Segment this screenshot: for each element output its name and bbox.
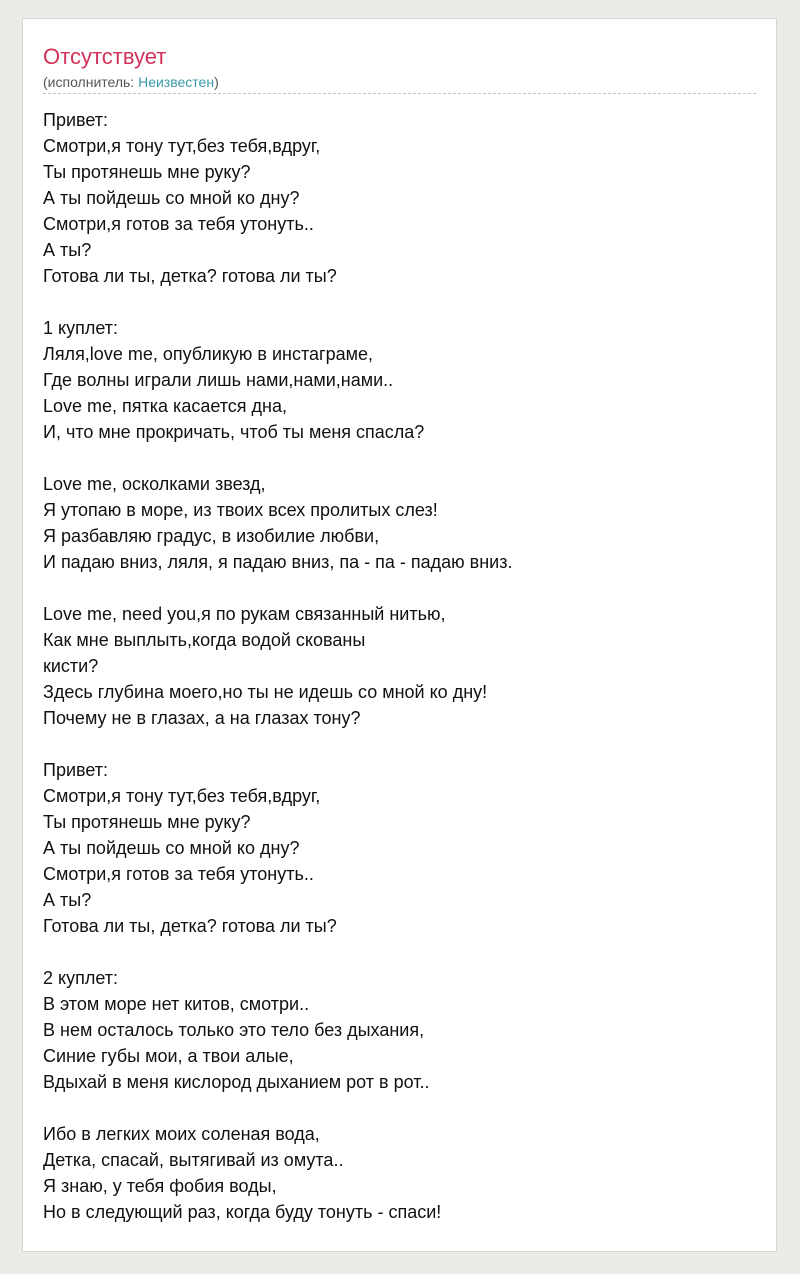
lyric-line: Но в следующий раз, когда буду тонуть - спаси! [43,1202,442,1222]
lyric-line: Здесь глубина моего,но ты не идешь со мной ко дну! [43,682,488,702]
artist-suffix: ) [214,74,219,90]
lyric-line: Ибо в легких моих соленая вода, [43,1124,320,1144]
lyric-line: Привет: [43,760,109,780]
stanza-break [43,1095,758,1121]
lyric-line: Смотри,я тону тут,без тебя,вдруг, [43,786,321,806]
lyric-line: Ты протянешь мне руку? [43,162,251,182]
title-divider [43,93,756,94]
lyric-line: Love me, need you,я по рукам связанный нитью, [43,604,446,624]
lyric-line: Как мне выплыть,когда водой скованы [43,630,366,650]
lyric-line: И, что мне прокричать, чтоб ты меня спасла? [43,422,425,442]
lyric-line: Смотри,я готов за тебя утонуть.. [43,864,314,884]
lyric-line: Почему не в глазах, а на глазах тону? [43,708,361,728]
lyric-line: Привет: [43,110,109,130]
song-title: Отсутствует [43,44,167,69]
stanza-break [43,575,758,601]
stanza-break [43,289,758,315]
lyric-line: Смотри,я тону тут,без тебя,вдруг, [43,136,321,156]
artist-line [43,73,219,91]
stanza-break [43,939,758,965]
stanza-break [43,445,758,471]
lyric-line: А ты пойдешь со мной ко дну? [43,188,300,208]
lyric-line: Вдыхай в меня кислород дыханием рот в рот.. [43,1072,430,1092]
lyric-line: Синие губы мои, а твои алые, [43,1046,294,1066]
artist-link[interactable]: Неизвестен [138,74,215,90]
lyric-line: И падаю вниз, ляля, я падаю вниз, па - па - падаю вниз. [43,552,513,572]
lyric-line: Ляля,love me, опубликую в инстаграме, [43,344,374,364]
lyric-line: Детка, спасай, вытягивай из омута.. [43,1150,344,1170]
lyric-line: А ты? [43,240,92,260]
lyric-line: В этом море нет китов, смотри.. [43,994,310,1014]
lyric-line: Готова ли ты, детка? готова ли ты? [43,916,337,936]
lyric-line: Я разбавляю градус, в изобилие любви, [43,526,380,546]
lyric-line: 2 куплет: [43,968,118,988]
lyric-line: Love me, осколками звезд, [43,474,266,494]
artist-prefix: (исполнитель: [43,74,139,90]
lyric-line: Смотри,я готов за тебя утонуть.. [43,214,314,234]
lyric-line: Я знаю, у тебя фобия воды, [43,1176,277,1196]
lyrics-card [22,18,777,1252]
lyric-line: 1 куплет: [43,318,118,338]
lyric-line: Готова ли ты, детка? готова ли ты? [43,266,337,286]
lyric-line: Где волны играли лишь нами,нами,нами.. [43,370,394,390]
lyric-line: А ты пойдешь со мной ко дну? [43,838,300,858]
stanza-break [43,731,758,757]
lyric-line: Love me, пятка касается дна, [43,396,288,416]
lyric-line: Я утопаю в море, из твоих всех пролитых слез! [43,500,438,520]
lyric-line: кисти? [43,656,99,676]
lyric-line: А ты? [43,890,92,910]
lyric-line: В нем осталось только это тело без дыхания, [43,1020,425,1040]
lyric-line: Ты протянешь мне руку? [43,812,251,832]
lyrics-text [43,107,758,1225]
